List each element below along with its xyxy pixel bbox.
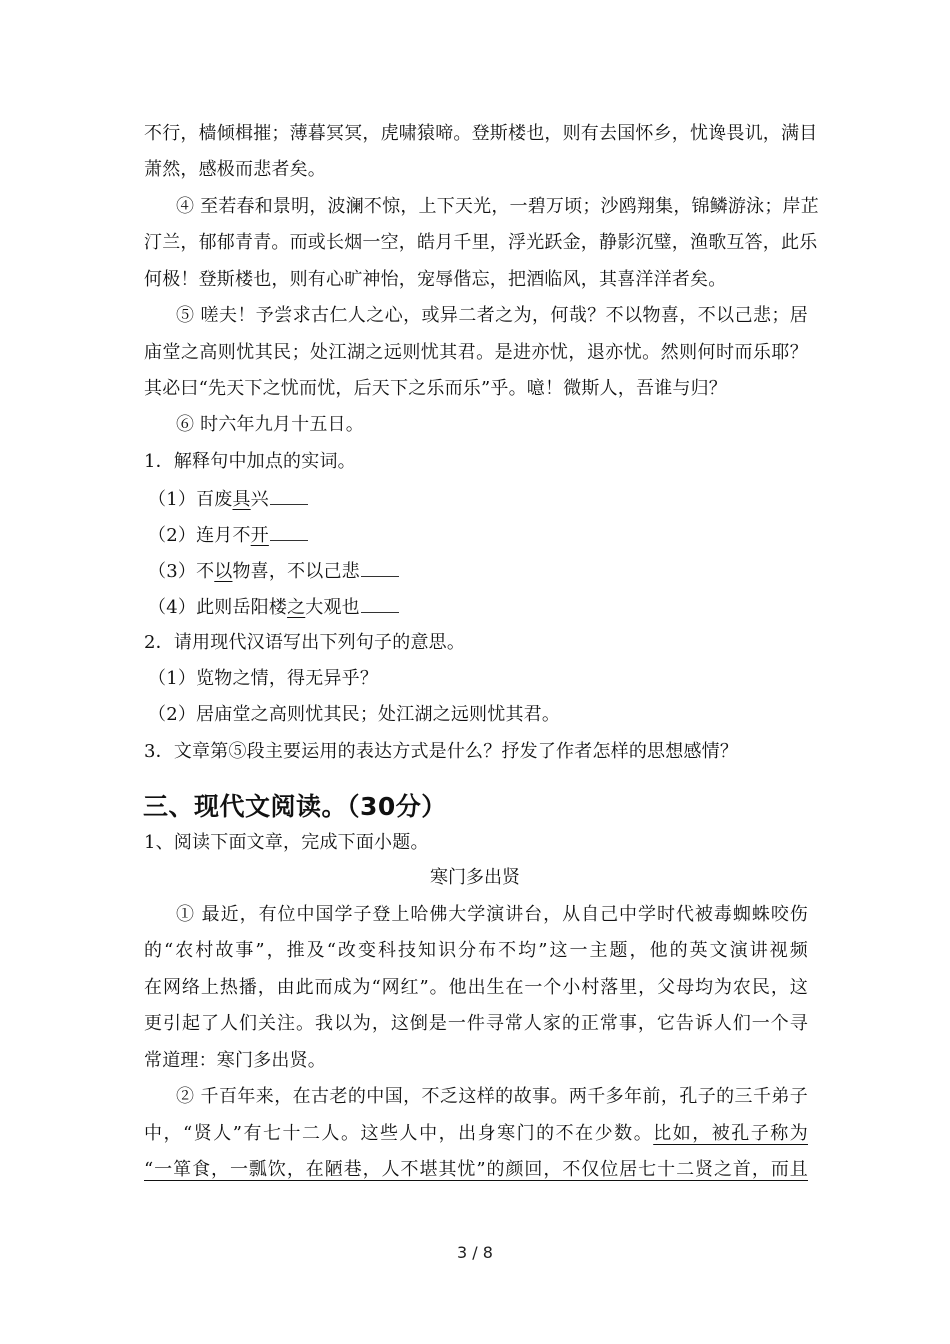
paragraph-2-start: ② 千百年来，在古老的中国，不乏这样的故事。两千多年前，孔子的三千弟子 [176,1086,808,1107]
paragraph-5-start: ⑤ 嗟夫！予尝求古仁人之心，或异二者之为，何哉？不以物喜，不以己悲；居 [176,305,808,326]
passage-line: 不行，樯倾楫摧；薄暮冥冥，虎啸猿啼。登斯楼也，则有去国怀乡，忧谗畏讥，满目 [144,123,818,144]
page-number: 3 / 8 [457,1243,493,1262]
marked-word: 开 [250,525,269,546]
item-number: （3） [148,561,197,582]
question-1-item-4 [148,594,812,620]
article-text: 中，“贤人”有七十二人。这些人中，出身寒门的不在少数。 [144,1123,654,1144]
paragraph-4-start: ④ 至若春和景明，波澜不惊，上下天光，一碧万顷；沙鸥翔集，锦鳞游泳；岸芷 [176,196,819,217]
article-line: 更引起了人们关注。我以为，这倒是一件寻常人家的正常事，它告诉人们一个寻 [144,1013,808,1034]
item-text: 连月不 [196,525,251,546]
item-number: （4） [148,597,197,618]
answer-blank[interactable] [270,486,308,505]
marked-word: 之 [287,597,306,618]
item-text: 大观也 [305,597,360,618]
underlined-article-line: “一箪食，一瓢饮，在陋巷，人不堪其忧”的颜回，不仅位居七十二贤之首，而且 [144,1159,808,1180]
paragraph-6: ⑥ 时六年九月十五日。 [176,414,364,435]
passage-line: 庙堂之高则忧其民；处江湖之远则忧其君。是进亦忧，退亦忧。然则何时而乐耶？ [144,342,808,363]
item-text: 不 [196,561,215,582]
answer-blank[interactable] [361,558,399,577]
question-2-item-2: （2）居庙堂之高则忧其民；处江湖之远则忧其君。 [148,704,561,725]
article-title: 寒门多出贤 [430,867,520,888]
question-1-item-3 [148,558,812,584]
question-2-item-1: （1）览物之情，得无异乎？ [148,668,379,689]
paragraph-1-start: ① 最近，有位中国学子登上哈佛大学演讲台，从自己中学时代被毒蜘蛛咬伤 [176,904,808,925]
article-line: 在网络上热播，由此而成为“网红”。他出生在一个小村落里，父母均为农民，这 [144,977,808,998]
passage-line: 其必曰“先天下之忧而忧，后天下之乐而乐”乎。噫！微斯人，吾谁与归？ [144,378,728,399]
question-1-item-1 [148,486,812,512]
passage-line: 何极！登斯楼也，则有心旷神怡，宠辱偕忘，把酒临风，其喜洋洋者矣。 [144,269,727,290]
answer-blank[interactable] [361,594,399,613]
question-1-title: 1．解释句中加点的实词。 [144,451,356,472]
section-heading: 三、现代文阅读。（30分） [143,792,447,821]
item-text: 兴 [250,489,269,510]
answer-blank[interactable] [270,522,308,541]
item-text: 物喜，不以己悲 [232,561,360,582]
question-2-title: 2．请用现代汉语写出下列句子的意思。 [144,632,466,653]
question-3-title: 3．文章第⑤段主要运用的表达方式是什么？抒发了作者怎样的思想感情？ [144,741,739,762]
item-number: （1） [148,489,197,510]
item-number: （2） [148,525,197,546]
question-1-item-2 [148,522,812,548]
underlined-text: 比如，被孔子称为 [653,1123,808,1144]
item-text: 此则岳阳楼 [196,597,288,618]
passage-line: 汀兰，郁郁青青。而或长烟一空，皓月千里，浮光跃金，静影沉璧，渔歌互答，此乐 [144,232,818,253]
article-line: 的“农村故事”，推及“改变科技知识分布不均”这一主题，他的英文演讲视频 [144,940,808,961]
article-line [144,1122,808,1146]
passage-line: 萧然，感极而悲者矣。 [144,159,326,180]
item-text: 百废 [196,489,233,510]
article-line: 常道理：寒门多出贤。 [144,1050,326,1071]
section-instruction: 1、阅读下面文章，完成下面小题。 [144,832,429,853]
marked-word: 以 [214,561,233,582]
marked-word: 具 [232,489,251,510]
